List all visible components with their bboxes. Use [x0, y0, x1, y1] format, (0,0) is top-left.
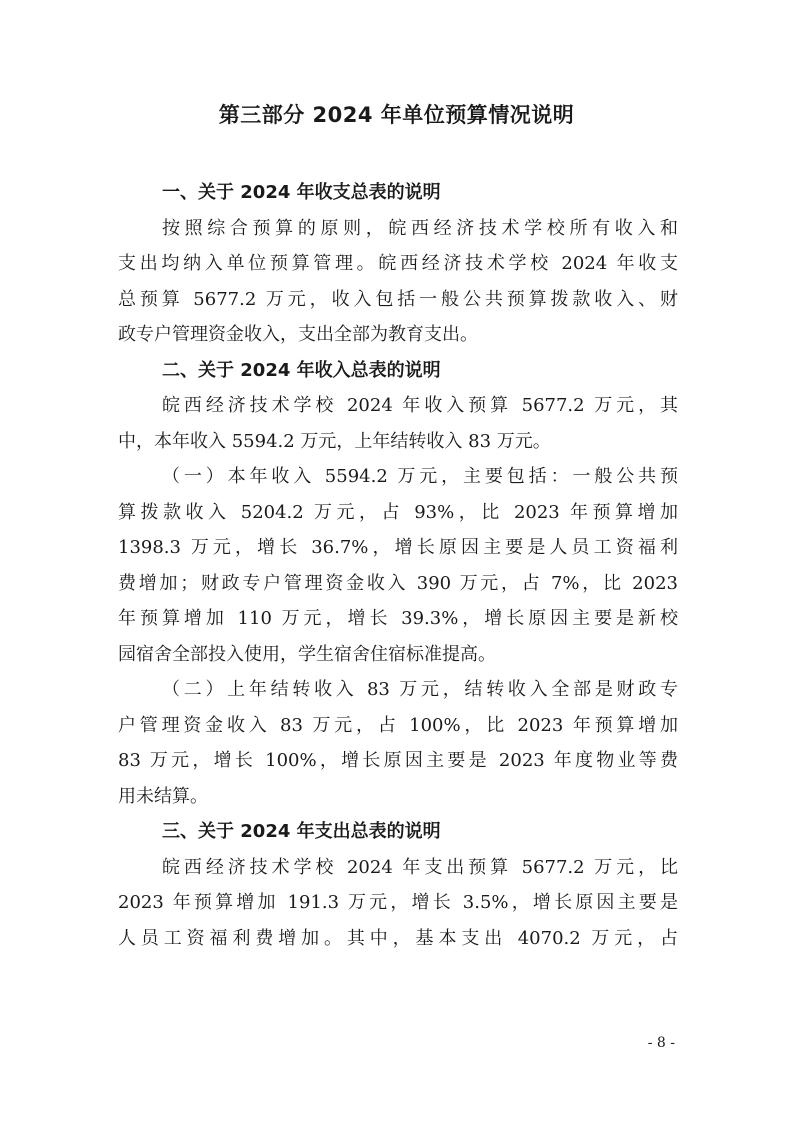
paragraph-line: 83 万元，增长 100%，增长原因主要是 2023 年度物业等费 — [118, 750, 678, 771]
paragraph-line: 费增加；财政专户管理资金收入 390 万元，占 7%，比 2023 — [118, 572, 678, 594]
paragraph-line: 1398.3 万元，增长 36.7%，增长原因主要是人员工资福利 — [118, 537, 678, 558]
paragraph-line: 算拨款收入 5204.2 万元，占 93%，比 2023 年预算增加 — [118, 501, 678, 523]
section-heading: 三、关于 2024 年支出总表的说明 — [162, 821, 441, 842]
paragraph-line: 人员工资福利费增加。其中，基本支出 4070.2 万元，占 — [118, 927, 678, 949]
paragraph-line: 总预算 5677.2 万元，收入包括一般公共预算拨款收入、财 — [118, 288, 678, 310]
paragraph-line: 园宿舍全部投入使用，学生宿舍住宿标准提高。 — [118, 643, 496, 665]
paragraph-line: 中，本年收入 5594.2 万元，上年结转收入 83 万元。 — [118, 430, 551, 452]
paragraph-line: 2023 年预算增加 191.3 万元，增长 3.5%，增长原因主要是 — [118, 892, 678, 913]
paragraph-line: （二）上年结转收入 83 万元，结转收入全部是财政专 — [162, 679, 678, 700]
paragraph-line: 按照综合预算的原则，皖西经济技术学校所有收入和 — [162, 217, 678, 239]
paragraph-line: 年预算增加 110 万元，增长 39.3%，增长原因主要是新校 — [118, 608, 678, 629]
paragraph-line: （一）本年收入 5594.2 万元，主要包括：一般公共预 — [162, 466, 678, 487]
section-heading: 一、关于 2024 年收支总表的说明 — [162, 182, 441, 203]
paragraph-line: 户管理资金收入 83 万元，占 100%，比 2023 年预算增加 — [118, 714, 678, 736]
paragraph-line: 用未结算。 — [118, 785, 208, 807]
paragraph-line: 政专户管理资金收入，支出全部为教育支出。 — [118, 324, 478, 345]
section-heading: 二、关于 2024 年收入总表的说明 — [162, 359, 441, 381]
page-title: 第三部分 2024 年单位预算情况说明 — [218, 103, 575, 127]
paragraph-line: 皖西经济技术学校 2024 年支出预算 5677.2 万元，比 — [162, 856, 678, 878]
paragraph-line: 支出均纳入单位预算管理。皖西经济技术学校 2024 年收支 — [118, 253, 678, 274]
paragraph-line: 皖西经济技术学校 2024 年收入预算 5677.2 万元，其 — [162, 395, 678, 416]
page-number: - 8 - — [647, 1035, 675, 1051]
